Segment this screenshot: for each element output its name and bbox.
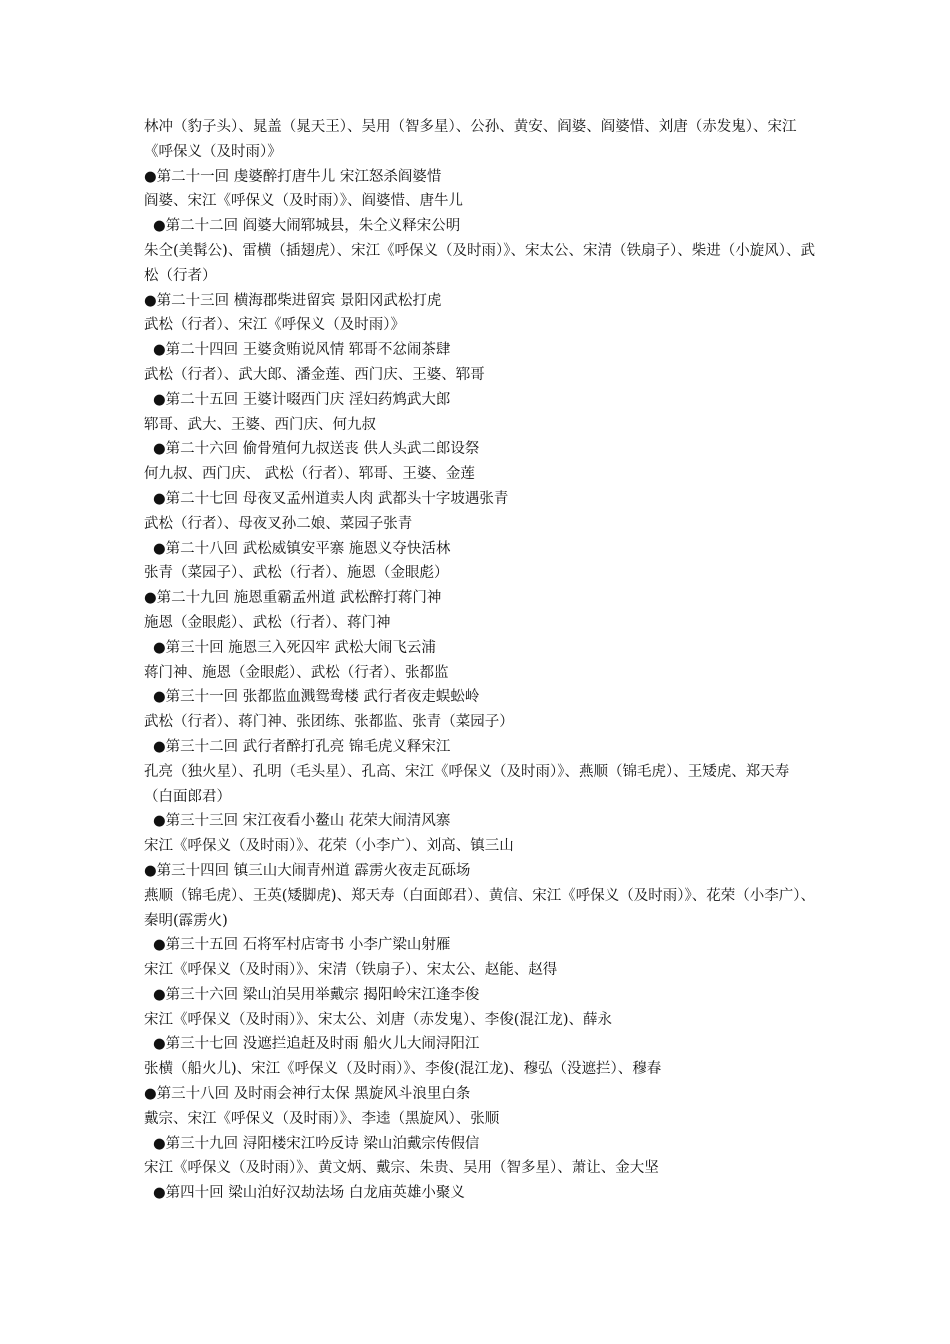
chapter-heading: ●第三十九回 浔阳楼宋江吟反诗 梁山泊戴宗传假信 bbox=[153, 1135, 480, 1152]
chapter-heading: ●第四十回 梁山泊好汉劫法场 白龙庙英雄小聚义 bbox=[153, 1185, 465, 1202]
chapter-heading: ●第三十五回 石将军村店寄书 小李广梁山射雁 bbox=[153, 937, 451, 954]
character-list: 蒋门神、施恩（金眼彪）、武松（行者）、张都监 bbox=[144, 664, 449, 681]
chapter-heading: ●第三十七回 没遮拦追赶及时雨 船火儿大闹浔阳江 bbox=[153, 1036, 480, 1053]
character-list: 张青（菜园子）、武松（行者）、施恩（金眼彪） bbox=[144, 565, 449, 582]
chapter-heading: ●第三十一回 张都监血溅鸳鸯楼 武行者夜走蜈蚣岭 bbox=[153, 689, 480, 706]
character-list: 孔亮（独火星）、孔明（毛头星）、孔高、宋江《呼保义（及时雨）》、燕顺（锦毛虎）、王矮虎、郑天寿（白面郎君） bbox=[144, 763, 790, 805]
document-body bbox=[144, 115, 816, 1206]
chapter-heading: ●第三十二回 武行者醉打孔亮 锦毛虎义释宋江 bbox=[153, 738, 451, 755]
chapter-heading: ●第二十四回 王婆贪贿说风情 郓哥不忿闹茶肆 bbox=[153, 342, 451, 359]
chapter-heading: ●第三十三回 宋江夜看小鳌山 花荣大闹清风寨 bbox=[153, 813, 451, 830]
character-list: 宋江《呼保义（及时雨）》、黄文炳、戴宗、朱贵、吴用（智多星）、萧让、金大坚 bbox=[144, 1160, 659, 1177]
chapter-heading: ●第二十六回 偷骨殖何九叔送丧 供人头武二郎设祭 bbox=[153, 441, 480, 458]
chapter-heading: ●第二十二回 阎婆大闹郓城县，朱仝义释宋公明 bbox=[153, 218, 461, 235]
chapter-heading: ●第三十回 施恩三入死囚牢 武松大闹飞云浦 bbox=[153, 639, 436, 656]
character-list: 戴宗、宋江《呼保义（及时雨）》、李逵（黑旋风）、张顺 bbox=[144, 1110, 500, 1127]
chapter-heading: ●第二十八回 武松威镇安平寨 施恩义夺快活林 bbox=[153, 540, 451, 557]
chapter-heading: ●第三十四回 镇三山大闹青州道 霹雳火夜走瓦砾场 bbox=[144, 862, 471, 879]
character-list: 武松（行者）、母夜叉孙二娘、菜园子张青 bbox=[144, 515, 413, 532]
chapter-heading: ●第二十三回 横海郡柴进留宾 景阳冈武松打虎 bbox=[144, 292, 442, 309]
chapter-heading: ●第二十五回 王婆计啜西门庆 淫妇药鸩武大郎 bbox=[153, 391, 451, 408]
character-list: 何九叔、西门庆、 武松（行者）、郓哥、王婆、金莲 bbox=[144, 466, 475, 483]
character-list: 宋江《呼保义（及时雨）》、花荣（小李广）、刘高、镇三山 bbox=[144, 838, 514, 855]
character-list: 宋江《呼保义（及时雨）》、宋清（铁扇子）、宋太公、赵能、赵得 bbox=[144, 962, 558, 979]
character-list: 武松（行者）、武大郎、潘金莲、西门庆、王婆、郓哥 bbox=[144, 366, 485, 383]
character-list: 施恩（金眼彪）、武松（行者）、蒋门神 bbox=[144, 614, 391, 631]
character-list: 朱仝(美髯公)、雷横（插翅虎）、宋江《呼保义（及时雨）》、宋太公、宋清（铁扇子）、柴进（小旋风）、武松（行者） bbox=[144, 242, 816, 284]
chapter-heading: ●第二十九回 施恩重霸孟州道 武松醉打蒋门神 bbox=[144, 590, 442, 607]
character-list: 武松（行者）、宋江《呼保义（及时雨）》 bbox=[144, 317, 405, 334]
character-list: 林冲（豹子头）、晁盖（晁天王）、吴用（智多星）、公孙、黄安、阎婆、阎婆惜、刘唐（赤发鬼）、宋江《呼保义（及时雨）》 bbox=[144, 119, 797, 160]
chapter-heading: ●第二十一回 虔婆醉打唐牛儿 宋江怒杀阎婆惜 bbox=[144, 168, 442, 185]
character-list: 燕顺（锦毛虎）、王英(矮脚虎)、郑天寿（白面郎君）、黄信、宋江《呼保义（及时雨）》、花荣（小李广）、秦明(霹雳火) bbox=[144, 887, 816, 929]
chapter-heading: ●第三十八回 及时雨会神行太保 黑旋风斗浪里白条 bbox=[144, 1086, 471, 1103]
character-list: 张横（船火儿)、宋江《呼保义（及时雨）》、李俊(混江龙)、穆弘（没遮拦）、穆春 bbox=[144, 1061, 662, 1078]
character-list: 宋江《呼保义（及时雨）》、宋太公、刘唐（赤发鬼）、李俊(混江龙)、薛永 bbox=[144, 1011, 613, 1028]
chapter-heading: ●第二十七回 母夜叉孟州道卖人肉 武都头十字坡遇张青 bbox=[153, 490, 509, 507]
chapter-heading: ●第三十六回 梁山泊吴用举戴宗 揭阳岭宋江逢李俊 bbox=[153, 986, 480, 1003]
character-list: 郓哥、武大、王婆、西门庆、何九叔 bbox=[144, 416, 376, 433]
character-list: 武松（行者）、蒋门神、张团练、张都监、张青（菜园子） bbox=[144, 714, 514, 731]
character-list: 阎婆、宋江《呼保义（及时雨）》、阎婆惜、唐牛儿 bbox=[144, 193, 463, 210]
